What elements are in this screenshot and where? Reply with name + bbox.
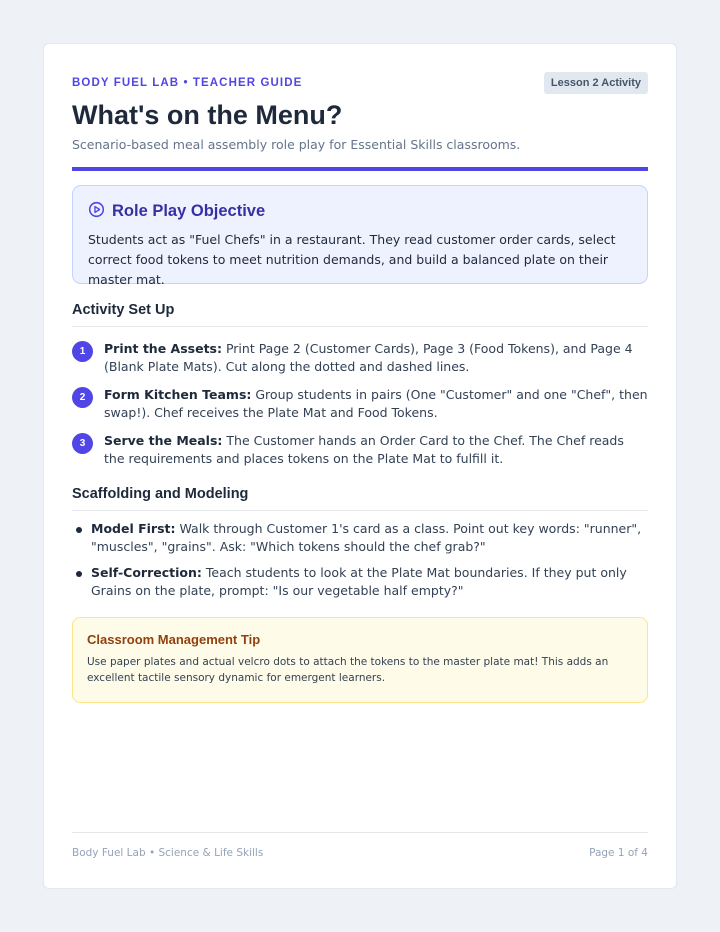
step-number: 1	[72, 341, 93, 362]
setup-heading: Activity Set Up	[72, 302, 648, 327]
bullet-body: Walk through Customer 1's card as a class. Point out key words: "runner", "muscles", "grains". Ask: "Which tokens should the chef grab?"	[91, 521, 642, 554]
management-tip-card	[72, 617, 648, 703]
setup-steps	[72, 340, 648, 478]
step-body: The Customer hands an Order Card to the Chef. The Chef reads the requirements and places tokens on the Plate Mat to fulfill it.	[104, 433, 624, 466]
accent-divider	[72, 167, 648, 171]
step-label: Serve the Meals:	[104, 433, 223, 448]
lesson-badge: Lesson 2 Activity	[544, 72, 648, 94]
setup-step	[72, 386, 648, 422]
objective-title: Role Play Objective	[112, 202, 266, 220]
eyebrow-label: BODY FUEL LAB • TEACHER GUIDE	[72, 77, 303, 89]
step-body: Print Page 2 (Customer Cards), Page 3 (Food Tokens), and Page 4 (Blank Plate Mats). Cut along the dotted and dashed lines.	[104, 341, 633, 374]
setup-step	[72, 340, 648, 376]
list-item	[72, 520, 648, 556]
bullet-body: Teach students to look at the Plate Mat boundaries. If they put only Grains on the plate, prompt: "Is our vegetable half empty?"	[91, 565, 627, 598]
tip-title: Classroom Management Tip	[87, 632, 261, 647]
objective-card	[72, 185, 648, 287]
step-text	[104, 386, 648, 422]
step-body: Group students in pairs (One "Customer" and one "Chef", then swap!). Chef receives the Plate Mat and Food Tokens.	[104, 387, 648, 420]
bullet-dot	[76, 571, 82, 577]
bullet-text	[91, 520, 648, 556]
scaffolding-heading: Scaffolding and Modeling	[72, 486, 648, 511]
page-title: What's on the Menu?	[72, 100, 343, 130]
step-label: Form Kitchen Teams:	[104, 387, 252, 402]
scaffolding-list	[72, 520, 648, 608]
objective-text: Students act as "Fuel Chefs" in a restaurant. They read customer order cards, select correct food tokens to meet nutrition demands, and build a balanced plate on their master mat.	[88, 232, 616, 287]
teacher-guide-page	[43, 43, 677, 889]
bullet-dot	[76, 527, 82, 533]
list-item	[72, 564, 648, 600]
page-footer	[72, 832, 648, 859]
footer-brand: Body Fuel Lab • Science & Life Skills	[72, 847, 264, 859]
bullet-label: Model First:	[91, 521, 176, 536]
bullet-text	[91, 564, 648, 600]
page-subtitle: Scenario-based meal assembly role play for Essential Skills classrooms.	[72, 137, 521, 152]
step-text	[104, 340, 648, 376]
step-number: 3	[72, 433, 93, 454]
play-circle-icon	[88, 201, 105, 222]
step-number: 2	[72, 387, 93, 408]
page-header	[72, 72, 648, 94]
tip-text: Use paper plates and actual velcro dots to attach the tokens to the master plate mat! This adds an excellent tactile sensory dynamic for emergent learners.	[87, 656, 609, 684]
bullet-label: Self-Correction:	[91, 565, 202, 580]
step-label: Print the Assets:	[104, 341, 222, 356]
page-number: Page 1 of 4	[589, 847, 648, 859]
step-text	[104, 432, 648, 468]
setup-step	[72, 432, 648, 468]
